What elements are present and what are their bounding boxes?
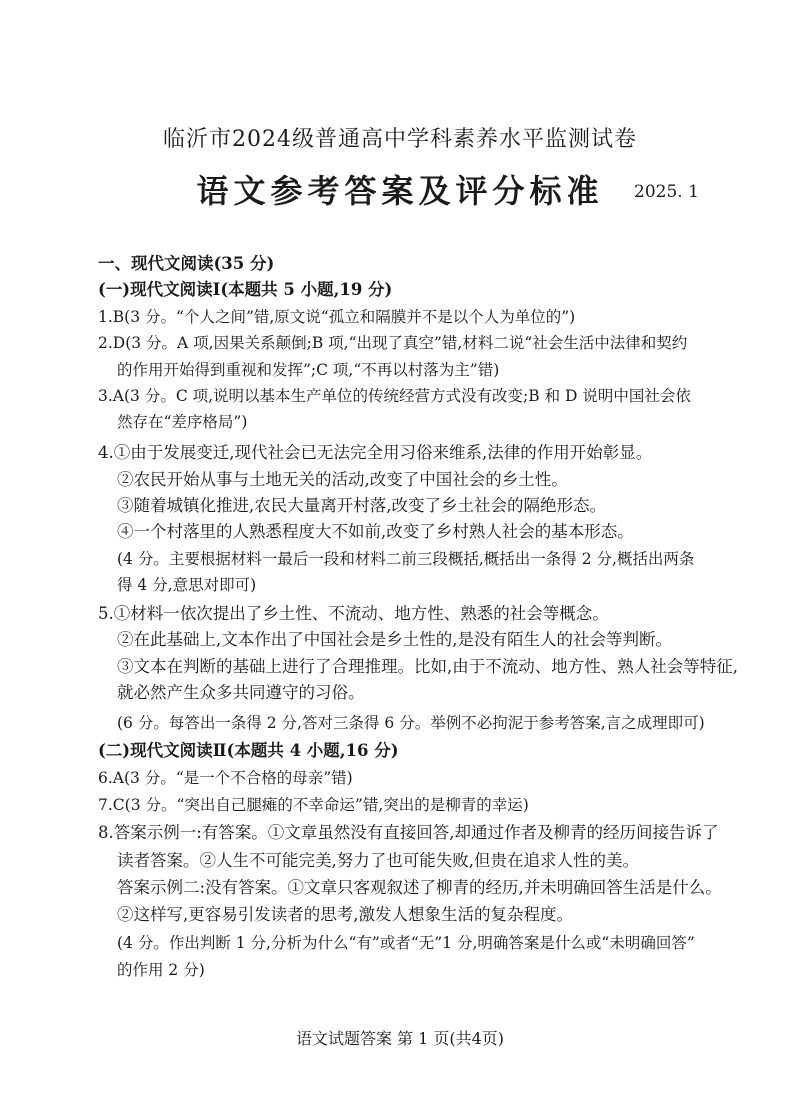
answer-line: ②在此基础上,文本作出了中国社会是乡土性的,是没有陌生人的社会等判断。 bbox=[117, 630, 672, 649]
page-footer: 语文试题答案 第 1 页(共4页) bbox=[295, 1029, 505, 1048]
exam-date: 2025. 1 bbox=[634, 182, 699, 202]
answer-line: 的作用开始得到重视和发挥”;C 项,“不再以村落为主”错) bbox=[117, 361, 500, 379]
answer-line: ②农民开始从事与土地无关的活动,改变了中国社会的乡土性。 bbox=[117, 470, 568, 489]
answer-line: 4.①由于发展变迁,现代社会已无法完全用习俗来维系,法律的作用开始彰显。 bbox=[98, 443, 653, 462]
answer-line: 答案示例二:没有答案。①文章只客观叙述了柳青的经历,并未明确回答生活是什么。 bbox=[117, 878, 722, 897]
answer-line: 3.A(3 分。C 项,说明以基本生产单位的传统经营方式没有改变;B 和 D 说明中国社会依 bbox=[98, 387, 691, 405]
answer-line: 2.D(3 分。A 项,因果关系颠倒;B 项,“出现了真空”错,材料二说“社会生活中法律和契约 bbox=[98, 334, 688, 352]
subsection-heading: (一)现代文阅读Ⅰ(本题共 5 小题,19 分) bbox=[98, 280, 393, 299]
answer-line: 1.B(3 分。“个人之间”错,原文说“孤立和隔膜并不是以个人为单位的”) bbox=[98, 308, 576, 326]
answer-line: ②这样写,更容易引发读者的思考,激发人想象生活的复杂程度。 bbox=[117, 905, 573, 924]
subsection-heading: (二)现代文阅读Ⅱ(本题共 4 小题,16 分) bbox=[98, 741, 399, 760]
answer-line: 7.C(3 分。“突出自己腿瘫的不幸命运”错,突出的是柳青的幸运) bbox=[98, 796, 529, 814]
answer-line: 8.答案示例一:有答案。①文章虽然没有直接回答,却通过作者及柳青的经历间接告诉了 bbox=[98, 823, 719, 842]
document-title: 语文参考答案及评分标准 bbox=[196, 172, 604, 210]
answer-line: 5.①材料一依次提出了乡土性、不流动、地方性、熟悉的社会等概念。 bbox=[98, 604, 609, 623]
section-heading: 一、现代文阅读(35 分) bbox=[98, 254, 275, 273]
scoring-note: 得 4 分,意思对即可) bbox=[117, 576, 257, 594]
scoring-note: (4 分。作出判断 1 分,分析为什么“有”或者“无”1 分,明确答案是什么或“未明确回答” bbox=[117, 934, 695, 952]
answer-line: 就必然产生众多共同遵守的习俗。 bbox=[117, 683, 365, 702]
answer-line: ④一个村落里的人熟悉程度大不如前,改变了乡村熟人社会的基本形态。 bbox=[117, 522, 634, 541]
scoring-note: (6 分。每答出一条得 2 分,答对三条得 6 分。举例不必拘泥于参考答案,言之成理即可) bbox=[117, 714, 705, 732]
answer-line: 6.A(3 分。“是一个不合格的母亲”错) bbox=[98, 769, 353, 787]
answer-line: 读者答案。②人生不可能完美,努力了也可能失败,但贵在追求人性的美。 bbox=[117, 851, 639, 870]
scoring-note: 的作用 2 分) bbox=[117, 961, 205, 979]
answer-line: 然存在“差序格局”) bbox=[117, 413, 248, 431]
exam-title: 临沂市2024级普通高中学科素养水平监测试卷 bbox=[163, 127, 637, 152]
answer-line: ③文本在判断的基础上进行了合理推理。比如,由于不流动、地方性、熟人社会等特征, bbox=[117, 657, 738, 676]
answer-line: ③随着城镇化推进,农民大量离开村落,改变了乡土社会的隔绝形态。 bbox=[117, 496, 606, 515]
scoring-note: (4 分。主要根据材料一最后一段和材料二前三段概括,概括出一条得 2 分,概括出两条 bbox=[117, 550, 695, 568]
